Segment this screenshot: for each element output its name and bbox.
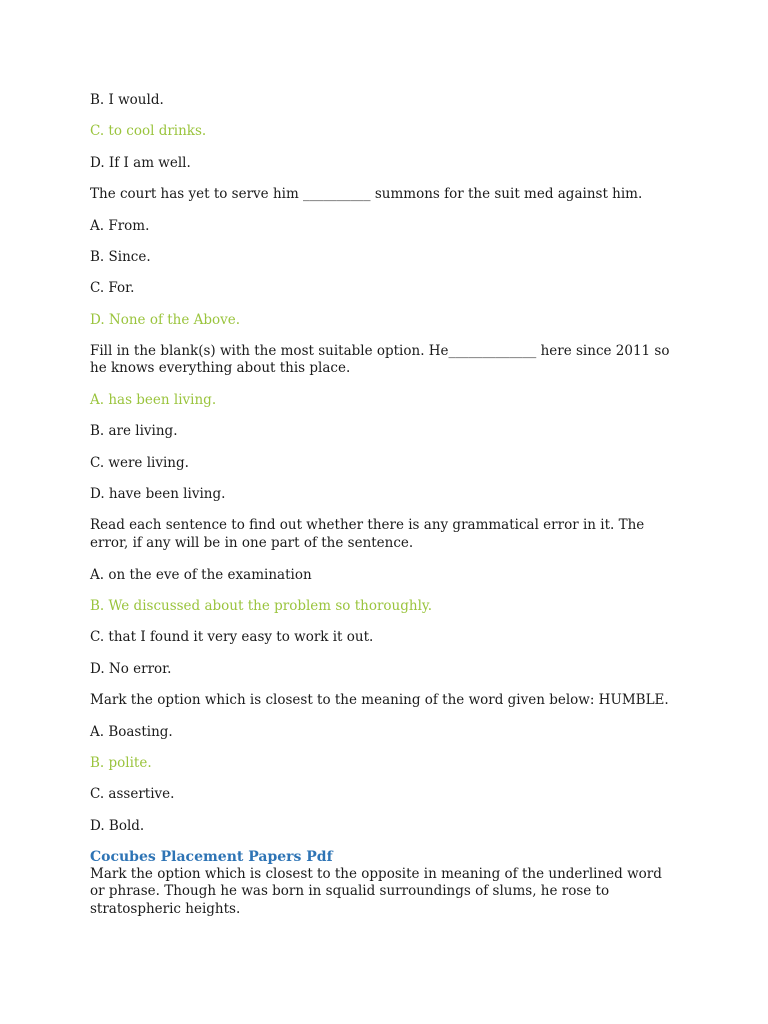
- correct-answer-option: C. to cool drinks.: [90, 123, 207, 140]
- question-text: Mark the option which is closest to the meaning of the word given below: HUMBLE.: [90, 691, 669, 708]
- answer-option: B. are living.: [90, 423, 178, 440]
- answer-option: A. From.: [90, 217, 150, 234]
- answer-option: A. on the eve of the examination: [90, 566, 312, 583]
- correct-answer-option: D. None of the Above.: [90, 311, 241, 328]
- question-text: Fill in the blank(s) with the most suitable option. He_____________ here since 2011 so he knows everything about this place.: [90, 342, 670, 377]
- answer-option: A. Boasting.: [90, 723, 173, 740]
- correct-answer-option: A. has been living.: [90, 392, 217, 409]
- correct-answer-option: B. We discussed about the problem so thoroughly.: [90, 597, 433, 614]
- answer-option: C. that I found it very easy to work it out.: [90, 629, 374, 646]
- question-text: The court has yet to serve him __________ summons for the suit med against him.: [90, 185, 643, 202]
- section-heading[interactable]: Cocubes Placement Papers Pdf: [90, 848, 333, 865]
- answer-option: D. If I am well.: [90, 154, 191, 171]
- answer-option: C. For.: [90, 280, 135, 297]
- question-list: [90, 92, 678, 835]
- answer-option: C. were living.: [90, 454, 189, 471]
- answer-option: D. Bold.: [90, 817, 145, 834]
- question-text: Mark the option which is closest to the opposite in meaning of the underlined word or phrase. Though he was born in squalid surroundings of slums, he rose to stratospheric heights.: [90, 865, 662, 917]
- answer-option: C. assertive.: [90, 786, 175, 803]
- question-text: Read each sentence to find out whether there is any grammatical error in it. The error, if any will be in one part of the sentence.: [90, 517, 645, 551]
- answer-option: B. I would.: [90, 92, 164, 108]
- correct-answer-option: B. polite.: [90, 754, 152, 771]
- answer-option: D. No error.: [90, 660, 172, 677]
- answer-option: D. have been living.: [90, 486, 226, 503]
- answer-option: B. Since.: [90, 248, 151, 265]
